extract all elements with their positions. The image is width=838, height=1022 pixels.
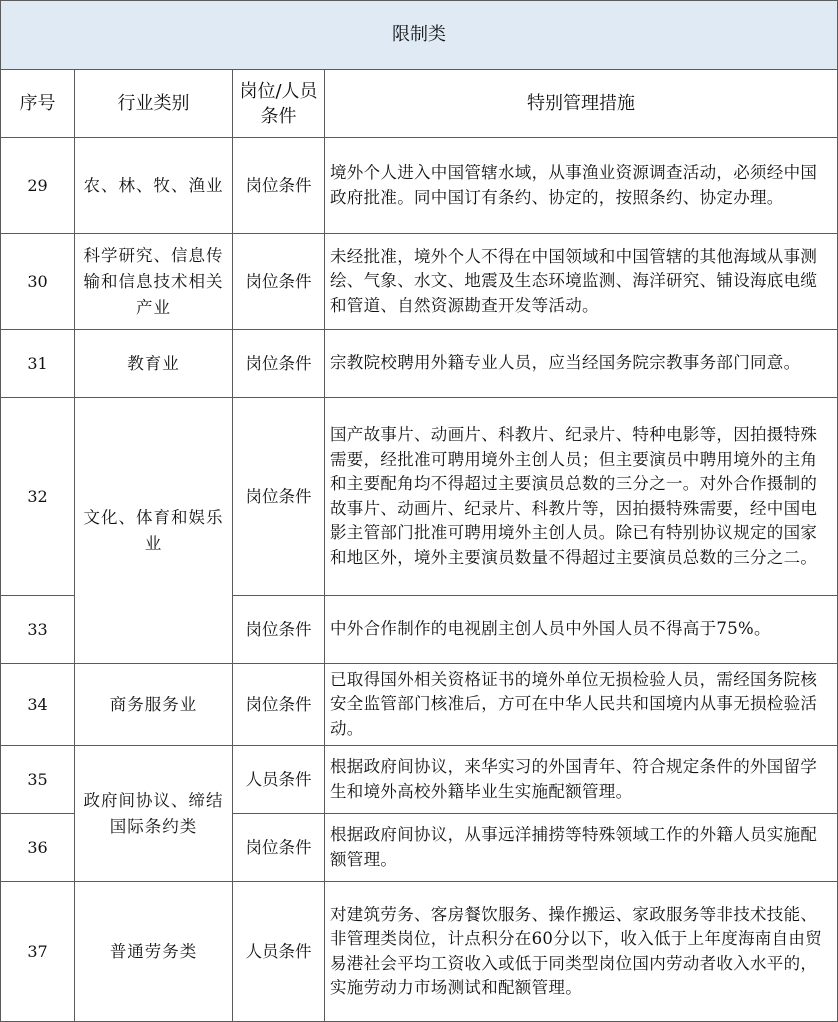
measures-cell: 根据政府间协议，来华实习的外国青年、符合规定条件的外国留学生和境外高校外籍毕业生实施配额管理。 — [325, 746, 838, 814]
header-measures: 特别管理措施 — [325, 70, 838, 138]
measures-cell: 根据政府间协议，从事远洋捕捞等特殊领域工作的外籍人员实施配额管理。 — [325, 814, 838, 882]
condition-cell: 岗位条件 — [233, 596, 325, 664]
header-condition: 岗位/人员条件 — [233, 70, 325, 138]
row-number: 29 — [1, 138, 75, 234]
table-row — [1, 664, 838, 746]
table-row — [1, 398, 838, 596]
row-number: 31 — [1, 330, 75, 398]
measures-cell: 国产故事片、动画片、科教片、纪录片、特种电影等，因拍摄特殊需要，经批准可聘用境外主创人员；但主要演员中聘用境外的主角和主要配角均不得超过主要演员总数的三分之一。对外合作摄制的故事片、动画片、纪录片、科教片等，因拍摄特殊需要，经中国电影主管部门批准可聘用境外主创人员。除已有特别协议规定的国家和地区外，境外主要演员数量不得超过主要演员总数的三分之二。 — [325, 398, 838, 596]
measures-cell: 已取得国外相关资格证书的境外单位无损检验人员，需经国务院核安全监管部门核准后，方可在中华人民共和国境内从事无损检验活动。 — [325, 664, 838, 746]
row-number: 33 — [1, 596, 75, 664]
measures-cell: 宗教院校聘用外籍专业人员，应当经国务院宗教事务部门同意。 — [325, 330, 838, 398]
row-number: 37 — [1, 882, 75, 1022]
measures-cell: 对建筑劳务、客房餐饮服务、操作搬运、家政服务等非技术技能、非管理类岗位，计点积分在60分以下，收入低于上年度海南自由贸易港社会平均工资收入或低于同类型岗位国内劳动者收入水平的，实施劳动力市场测试和配额管理。 — [325, 882, 838, 1022]
condition-cell: 岗位条件 — [233, 330, 325, 398]
header-row — [1, 70, 838, 138]
industry-cell: 教育业 — [75, 330, 233, 398]
measures-cell: 中外合作制作的电视剧主创人员中外国人员不得高于75%。 — [325, 596, 838, 664]
table-title-row — [1, 1, 838, 70]
row-number: 36 — [1, 814, 75, 882]
table-title: 限制类 — [1, 1, 838, 70]
header-number: 序号 — [1, 70, 75, 138]
row-number: 34 — [1, 664, 75, 746]
industry-cell: 商务服务业 — [75, 664, 233, 746]
table-row — [1, 746, 838, 814]
condition-cell: 人员条件 — [233, 746, 325, 814]
industry-cell: 政府间协议、缔结国际条约类 — [75, 746, 233, 882]
row-number: 32 — [1, 398, 75, 596]
industry-cell: 普通劳务类 — [75, 882, 233, 1022]
industry-cell: 科学研究、信息传输和信息技术相关产业 — [75, 234, 233, 330]
row-number: 35 — [1, 746, 75, 814]
table-row — [1, 330, 838, 398]
condition-cell: 岗位条件 — [233, 234, 325, 330]
industry-cell: 文化、体育和娱乐业 — [75, 398, 233, 664]
measures-cell: 境外个人进入中国管辖水域，从事渔业资源调查活动，必须经中国政府批准。同中国订有条约、协定的，按照条约、协定办理。 — [325, 138, 838, 234]
header-industry: 行业类别 — [75, 70, 233, 138]
condition-cell: 岗位条件 — [233, 664, 325, 746]
condition-cell: 岗位条件 — [233, 398, 325, 596]
industry-cell: 农、林、牧、渔业 — [75, 138, 233, 234]
condition-cell: 岗位条件 — [233, 138, 325, 234]
table-row — [1, 882, 838, 1022]
table-row — [1, 234, 838, 330]
condition-cell: 岗位条件 — [233, 814, 325, 882]
row-number: 30 — [1, 234, 75, 330]
condition-cell: 人员条件 — [233, 882, 325, 1022]
measures-cell: 未经批准，境外个人不得在中国领域和中国管辖的其他海域从事测绘、气象、水文、地震及生态环境监测、海洋研究、铺设海底电缆和管道、自然资源勘查开发等活动。 — [325, 234, 838, 330]
table-row — [1, 138, 838, 234]
